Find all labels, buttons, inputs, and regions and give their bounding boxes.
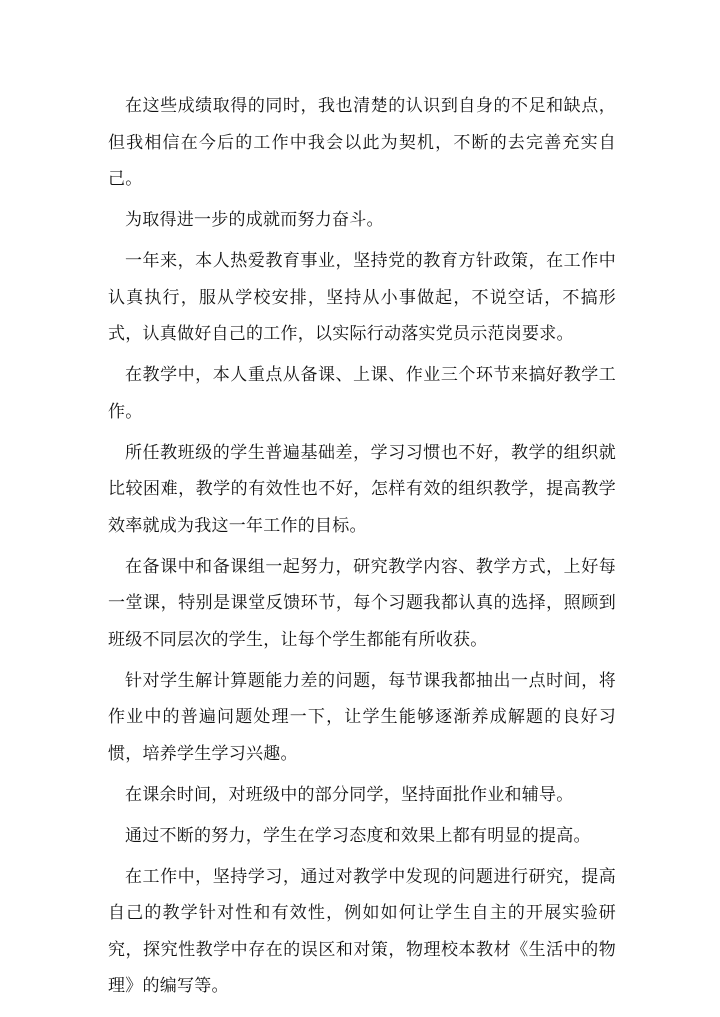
paragraph-6: 在备课中和备课组一起努力，研究教学内容、教学方式，上好每一堂课，特别是课堂反馈环节，每个习题我都认真的选择，照顾到班级不同层次的学生，让每个学生都能有所收获。 [108, 556, 616, 650]
paragraph-4: 在教学中，本人重点从备课、上课、作业三个环节来搞好教学工作。 [108, 365, 616, 422]
paragraph-8: 在课余时间，对班级中的部分同学，坚持面批作业和辅导。 [125, 784, 574, 805]
paragraph-9: 通过不断的努力，学生在学习态度和效果上都有明显的提高。 [125, 825, 591, 846]
paragraph-7: 针对学生解计算题能力差的问题，每节课我都抽出一点时间，将作业中的普遍问题处理一下，让学生能够逐渐养成解题的良好习惯，培养学生学习兴趣。 [108, 670, 616, 764]
paragraph-3: 一年来，本人热爱教育事业，坚持党的教育方针政策，在工作中认真执行，服从学校安排，坚持从小事做起，不说空话，不搞形式，认真做好自己的工作，以实际行动落实党员示范岗要求。 [108, 251, 616, 344]
paragraph-10: 在工作中，坚持学习，通过对教学中发现的问题进行研究，提高自己的教学针对性和有效性，例如如何让学生自主的开展实验研究，探究性教学中存在的误区和对策，物理校本教材《生活中的物理》的编写等。 [108, 866, 616, 996]
paragraph-1: 在这些成绩取得的同时，我也清楚的认识到自身的不足和缺点，但我相信在今后的工作中我会以此为契机，不断的去完善充实自己。 [108, 96, 616, 189]
document-body [108, 88, 616, 1009]
paragraph-2: 为取得进一步的成就而努力奋斗。 [125, 210, 384, 230]
paragraph-5: 所任教班级的学生普遍基础差，学习习惯也不好，教学的组织就比较困难，教学的有效性也不好，怎样有效的组织教学，提高教学效率就成为我这一年工作的目标。 [108, 442, 616, 536]
